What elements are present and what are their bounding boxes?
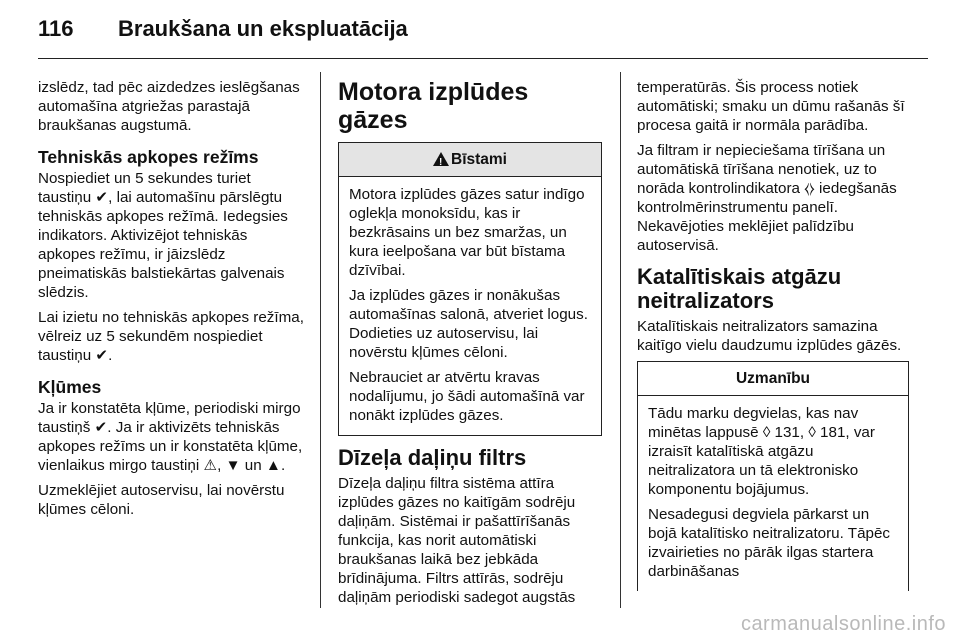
- paragraph: Katalītiskais neitralizators samazina kaitīgo vielu daudzumu izplūdes gāzēs.: [637, 318, 902, 354]
- arrow-down-icon: ▼: [225, 457, 241, 474]
- caution-box-header: Uzmanību: [638, 362, 908, 396]
- paragraph: Ja ir konstatēta kļūme, periodiski mirgo taustiņš ✔. Ja ir aktivizēts tehniskās apkopes režīms un ir konstatēta kļūme, vienlaikus mirgo taustiņi ⚠, ▼ un ▲.: [38, 400, 303, 474]
- warning-triangle-icon: [433, 152, 449, 166]
- column-1: [38, 78, 306, 525]
- caution-box: [637, 361, 909, 591]
- watermark: carmanualsonline.info: [740, 613, 946, 635]
- paragraph: Dīzeļa daļiņu filtra sistēma attīra izplūdes gāzes no kaitīgām sodrēju daļiņām. Sistēmai ir pašattīrīšanās funkcija, kas norit automātiski braukšanas laikā bez jebkāda brīdinājuma. Filtrs attīrās, sodrēju daļiņām periodiski sadegot augstās: [338, 475, 576, 606]
- heading-catalytic-converter: Katalītiskais atgāzu neitralizators: [637, 264, 842, 313]
- wrench-icon: ✔: [95, 189, 109, 206]
- arrow-up-icon: ▲: [265, 457, 281, 474]
- wrench-icon: ✔: [94, 419, 108, 436]
- filter-lamp-icon: ⧼⧽: [804, 180, 815, 197]
- paragraph: Motora izplūdes gāzes satur indīgo oglekļa monoksīdu, kas ir bezkrāsains un bez smaržas, un kura ieelpošana var būt bīstama dzīvībai.: [349, 186, 585, 279]
- header-rule: [38, 58, 928, 59]
- heading-particulate-filter: Dīzeļa daļiņu filtrs: [338, 445, 527, 470]
- page-number: 116: [38, 16, 74, 41]
- paragraph: Uzmeklējiet autoservisu, lai novērstu kļūmes cēloni.: [38, 482, 285, 518]
- heading-faults: Kļūmes: [38, 377, 102, 397]
- column-divider-1: [320, 72, 321, 608]
- column-divider-2: [620, 72, 621, 608]
- paragraph: Lai izietu no tehniskās apkopes režīma, vēlreiz uz 5 sekundēm nospiediet taustiņu ✔.: [38, 309, 304, 364]
- danger-box: [338, 142, 602, 436]
- paragraph: Nospiediet un 5 sekundes turiet taustiņu ✔, lai automašīnu pārslēgtu tehniskās apkopes režīmā. Iedegsies indikators. Aktivizējot tehniskās apkopes režīmu, ir jāizslēdz pneimatiskās balstiekārtas galvenais slēdzis.: [38, 170, 288, 301]
- paragraph: izslēdz, tad pēc aizdedzes ieslēgšanas automašīna atgriežas parastajā braukšanas augstumā.: [38, 79, 300, 134]
- paragraph: Tādu marku degvielas, kas nav minētas lappusē ◊ 131, ◊ 181, var izraisīt katalītiskā atgāzu neitralizatora un tā elektronisko komponentu bojājumus.: [648, 405, 875, 498]
- car-skid-icon: ⚠: [203, 457, 218, 474]
- paragraph: temperatūrās. Šis process notiek automātiski; smaku un dūmu rašanās šī procesa gaitā ir normāla parādība.: [637, 79, 905, 134]
- wrench-icon: ✔: [95, 347, 109, 364]
- paragraph: Nesadegusi degviela pārkarst un bojā katalītisko neitralizatoru. Tāpēc izvairieties no pārāk ilgas startera darbināšanas: [648, 506, 891, 580]
- paragraph: Nebrauciet ar atvērtu kravas nodalījumu, jo šādi automašīnā var nonākt izplūdes gāzes.: [349, 369, 585, 424]
- paragraph: Ja izplūdes gāzes ir nonākušas automašīnas salonā, atveriet logus. Dodieties uz autoservisu, lai novērstu kļūmes cēloni.: [349, 287, 588, 361]
- column-3: [637, 78, 909, 591]
- danger-box-header: !Bīstami: [339, 143, 601, 177]
- paragraph: Ja filtram ir nepieciešama tīrīšana un automātiskā tīrīšana nenotiek, uz to norāda kontrolindikatora ⧼⧽ iedegšanās kontrolmērinstrumentu panelī. Nekavējoties meklējiet palīdzību autoservisā.: [637, 142, 897, 254]
- column-2: [338, 78, 602, 613]
- heading-exhaust: Motora izplūdes gāzes: [338, 78, 529, 134]
- chapter-title: Braukšana un ekspluatācija: [118, 16, 408, 41]
- heading-service-mode: Tehniskās apkopes režīms: [38, 147, 259, 167]
